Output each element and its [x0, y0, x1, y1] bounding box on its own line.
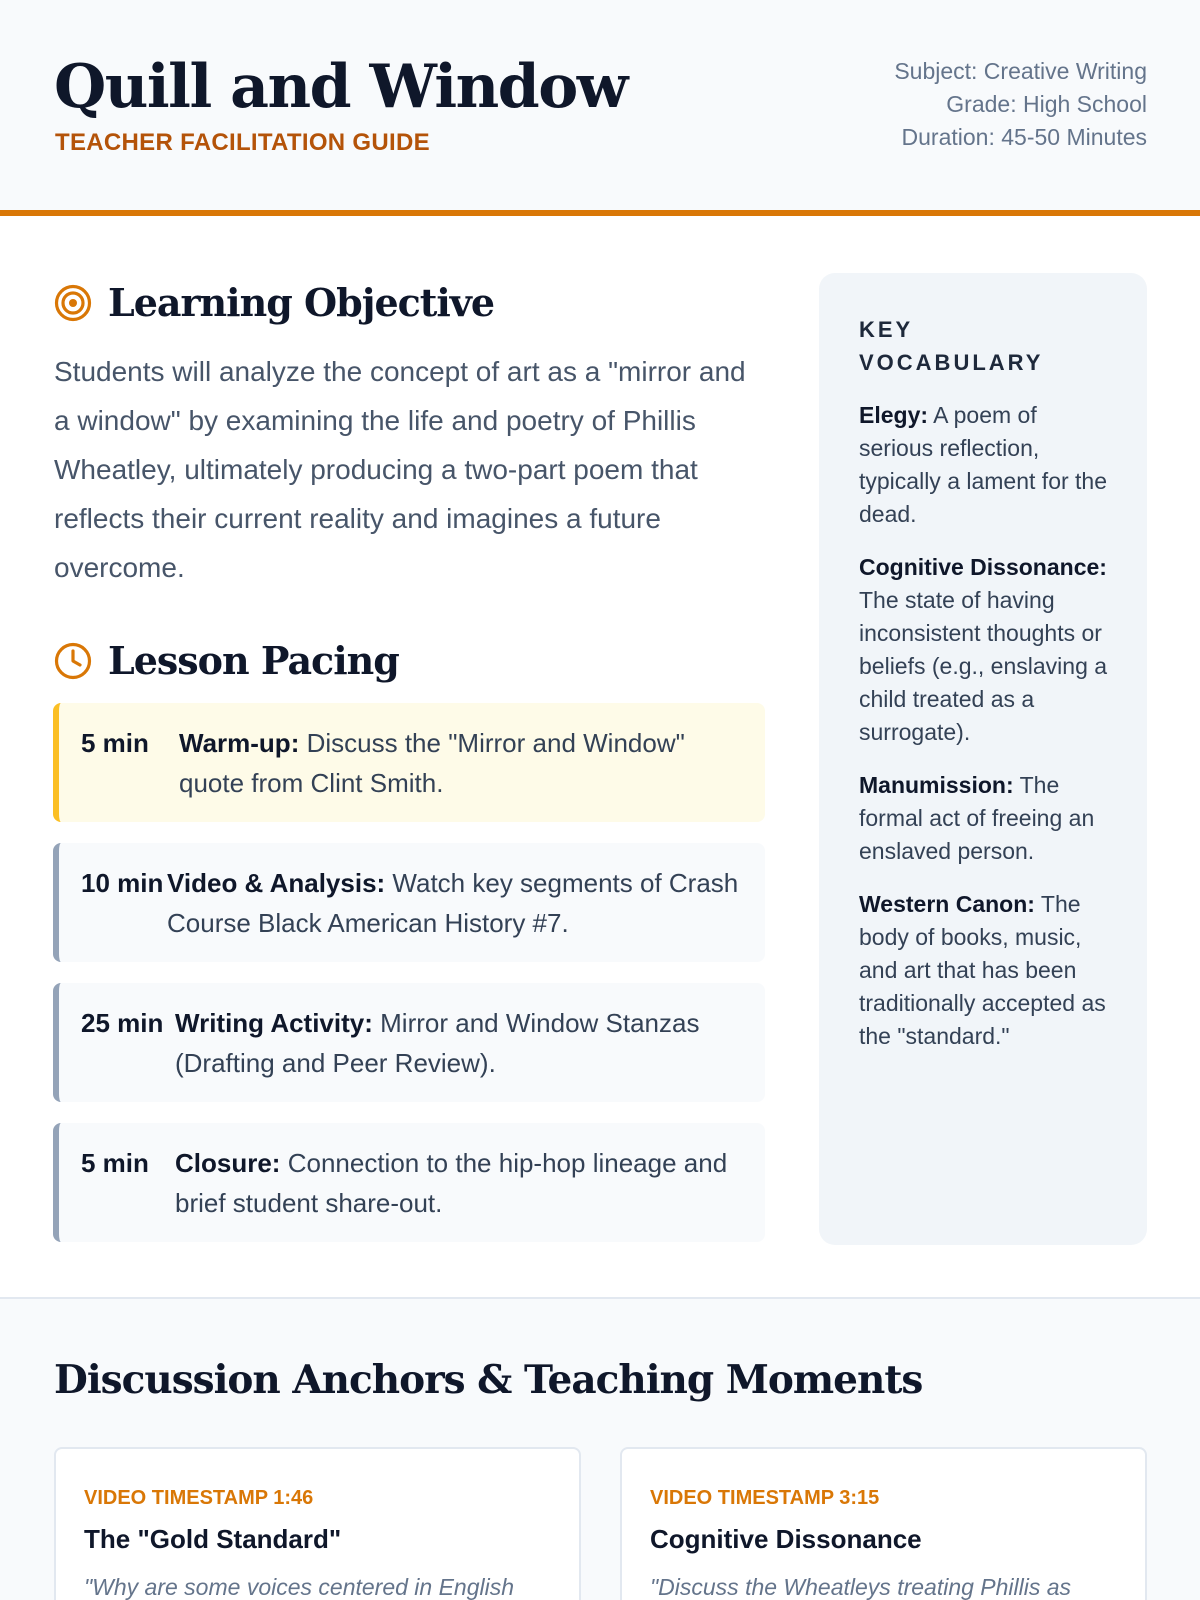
pacing-label: Warm-up:	[179, 728, 300, 758]
pacing-heading: Lesson Pacing	[108, 638, 399, 683]
pacing-text: Connection to the hip-hop lineage and brief student share-out.	[175, 1148, 728, 1218]
pacing-text: Watch key segments of Crash Course Black American History #7.	[167, 868, 739, 938]
vocab-term-name: Cognitive Dissonance:	[859, 554, 1107, 580]
pacing-text: Mirror and Window Stanzas (Drafting and Peer Review).	[175, 1008, 700, 1078]
pacing-text: Discuss the "Mirror and Window" quote from Clint Smith.	[179, 728, 685, 798]
vocab-term	[859, 769, 1111, 868]
vocab-term-definition: The state of having inconsistent thoughts or beliefs (e.g., enslaving a child treated as a surrogate).	[859, 587, 1108, 745]
pacing-description	[179, 723, 745, 822]
pacing-label: Writing Activity:	[175, 1008, 373, 1038]
pacing-duration: 5 min	[81, 1148, 149, 1178]
card-timestamp: VIDEO TIMESTAMP 1:46	[84, 1487, 314, 1509]
pacing-description	[175, 1143, 745, 1242]
card-timestamp: VIDEO TIMESTAMP 3:15	[650, 1487, 880, 1509]
card-quote: "Why are some voices centered in English	[84, 1574, 515, 1600]
pacing-item-writing	[53, 983, 765, 1102]
pacing-description	[167, 863, 745, 962]
pacing-label: Closure:	[175, 1148, 281, 1178]
vocab-term-name: Elegy:	[859, 402, 929, 428]
vocab-term-definition: The body of books, music, and art that has been traditionally accepted as the "standard."	[859, 891, 1106, 1049]
pacing-duration: 5 min	[81, 728, 149, 758]
vocab-term	[859, 551, 1111, 749]
card-title: The "Gold Standard"	[84, 1524, 342, 1554]
vocab-term-definition: A poem of serious reflection, typically a lament for the dead.	[859, 402, 1108, 527]
lesson-meta	[894, 55, 1147, 154]
page-header	[0, 0, 1200, 216]
pacing-duration: 25 min	[81, 1008, 164, 1038]
objective-text: Students will analyze the concept of art as a "mirror and a window" by examining the life and poetry of Phillis Wheatley, ultimately producing a two-part poem that reflects their current reality and imagines a future overcome.	[54, 356, 746, 583]
page-subtitle: TEACHER FACILITATION GUIDE	[55, 129, 430, 156]
meta-grade: Grade: High School	[946, 91, 1147, 117]
card-title: Cognitive Dissonance	[650, 1524, 922, 1554]
target-icon	[54, 284, 92, 322]
discussion-card	[620, 1447, 1147, 1600]
vocab-term	[859, 399, 1111, 531]
vocabulary-heading: KEY VOCABULARY	[859, 317, 1044, 375]
discussion-card	[54, 1447, 581, 1600]
pacing-item-warm-up	[53, 703, 765, 822]
meta-subject: Subject: Creative Writing	[894, 58, 1147, 84]
vocabulary-panel	[819, 273, 1147, 1245]
vocab-term-definition: The formal act of freeing an enslaved person.	[859, 772, 1095, 864]
page-title: Quill and Window	[54, 52, 627, 122]
pacing-header	[54, 638, 399, 683]
vocab-term-name: Western Canon:	[859, 891, 1035, 917]
card-quote: "Discuss the Wheatleys treating Phillis as	[650, 1574, 1072, 1600]
clock-icon	[54, 642, 92, 680]
pacing-item-closure	[53, 1123, 765, 1242]
pacing-item-video	[53, 843, 765, 962]
pacing-duration: 10 min	[81, 868, 164, 898]
discussion-heading: Discussion Anchors & Teaching Moments	[54, 1357, 923, 1403]
discussion-section	[0, 1297, 1200, 1600]
objective-header	[54, 280, 494, 325]
pacing-description	[175, 1003, 745, 1102]
pacing-label: Video & Analysis:	[167, 868, 386, 898]
objective-heading: Learning Objective	[108, 280, 495, 325]
vocab-term	[859, 888, 1111, 1053]
meta-duration: Duration: 45-50 Minutes	[901, 124, 1147, 150]
vocab-term-name: Manumission:	[859, 772, 1014, 798]
